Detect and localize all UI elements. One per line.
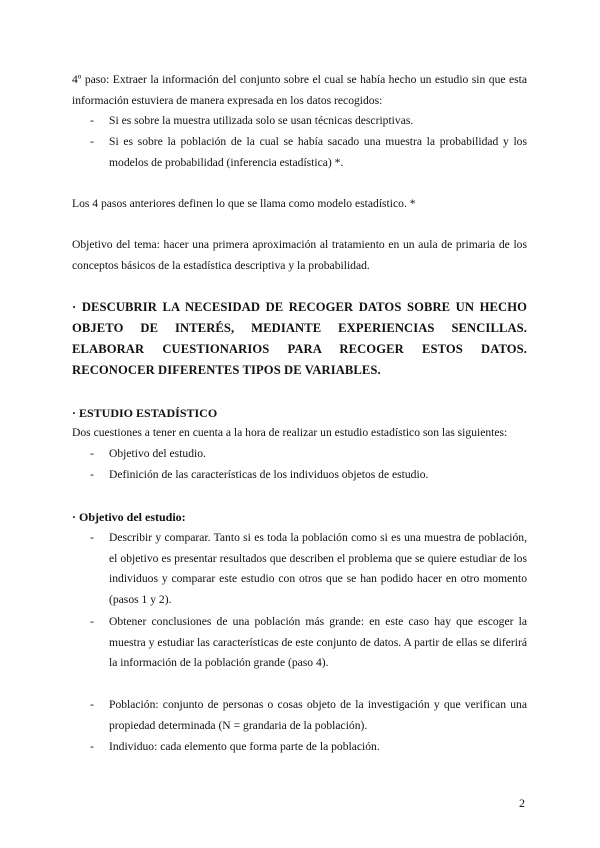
paragraph-paso-4: 4º paso: Extraer la información del conjunto sobre el cual se había hecho un estudio sin que esta información estuviera de manera expresada en los datos recogidos: — [72, 73, 527, 107]
paragraph-objetivo-tema: Objetivo del tema: hacer una primera aproximación al tratamiento en un aula de primaria de los conceptos básicos de la estadística descriptiva y la probabilidad. — [72, 238, 527, 272]
page-number: 2 — [519, 796, 525, 810]
list-item-text: Población: conjunto de personas o cosas objeto de la investigación y que verifican una propiedad determinada (N = grandaria de la población). — [109, 698, 527, 732]
section-title-estudio-estadistico: · ESTUDIO ESTADÍSTICO — [72, 406, 218, 420]
bullet-dash: - — [90, 531, 94, 544]
list-item — [90, 465, 527, 486]
bullet-dash: - — [90, 135, 94, 148]
list-item-text: Obtener conclusiones de una población más grande: en este caso hay que escoger la muestra y estudiar las características de este conjunto de datos. A partir de ellas se diferirá la información de la población grande (paso 4). — [109, 615, 527, 669]
paragraph-modelo-estadistico: Los 4 pasos anteriores definen lo que se llama como modelo estadístico. * — [72, 197, 416, 210]
list-item — [90, 737, 527, 758]
list-item-text: Describir y comparar. Tanto si es toda la población como si es una muestra de población, el objetivo es presentar resultados que describen el problema que se quiere estudiar de los individuos y comparar este estudio con otros que se han podido hacer en otro momento (pasos 1 y 2). — [109, 531, 527, 606]
list-item — [90, 612, 527, 674]
bullet-dash: - — [90, 468, 94, 481]
list-item-text: Si es sobre la población de la cual se había sacado una muestra la probabilidad y los modelos de probabilidad (inferencia estadística) *. — [109, 135, 527, 169]
list-item-text: Objetivo del estudio. — [109, 447, 206, 460]
bullet-dash: - — [90, 114, 94, 127]
list-item — [90, 444, 527, 465]
paragraph-cuestiones: Dos cuestiones a tener en cuenta a la hora de realizar un estudio estadístico son las siguientes: — [72, 426, 508, 439]
section-title-objetivo-estudio: · Objetivo del estudio: — [72, 510, 186, 524]
list-item-text: Si es sobre la muestra utilizada solo se usan técnicas descriptivas. — [109, 114, 414, 127]
list-item — [90, 132, 527, 173]
list-item — [90, 111, 527, 132]
list-item — [90, 528, 527, 610]
list-item-text: Individuo: cada elemento que forma parte de la población. — [109, 740, 380, 753]
list-item — [90, 695, 527, 736]
bullet-dash: - — [90, 447, 94, 460]
section-heading: · DESCUBRIR LA NECESIDAD DE RECOGER DATOS SOBRE UN HECHO OBJETO DE INTERÉS, MEDIANTE EXPERIENCIAS SENCILLAS. ELABORAR CUESTIONARIOS PARA RECOGER ESTOS DATOS. RECONOCER DIFERENTES TIPOS DE VARIABLES. — [72, 300, 527, 377]
bullet-dash: - — [90, 740, 94, 753]
list-item-text: Definición de las características de los individuos objetos de estudio. — [109, 468, 429, 481]
bullet-dash: - — [90, 698, 94, 711]
bullet-dash: - — [90, 615, 94, 628]
